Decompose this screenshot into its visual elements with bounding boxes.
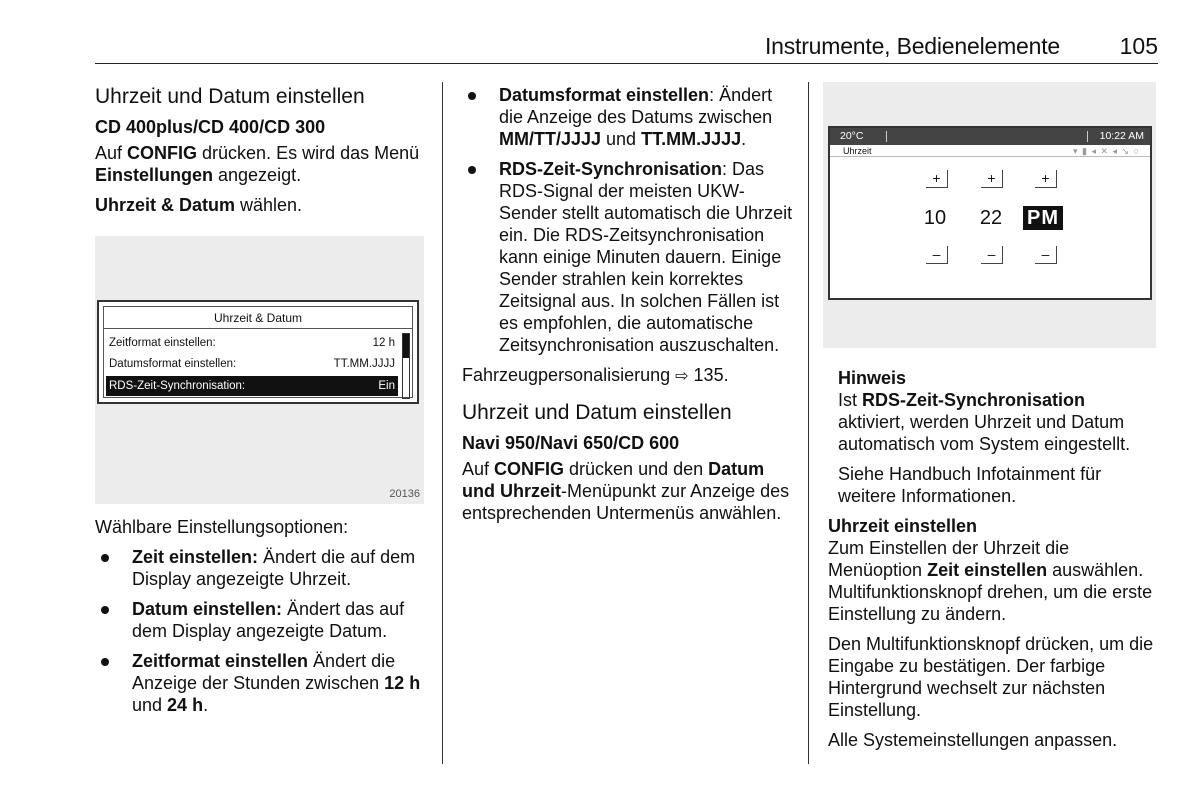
column-3-note [838,367,1156,515]
list-item: RDS-Zeit-Synchronisation: Das RDS-Signal der meisten UKW-Sender stellt automatisch die Uhrzeit ein. Die RDS-Zeitsynchronisation kann einige Minuten dauern. Einige Sender strahlen kein korrektes Zeitsignal aus. In solchen Fällen ist es empfohlen, die automatische Zeitsynchronisation auszuschalten. [462,158,794,356]
paragraph: Zum Einstellen der Uhrzeit die Menüoption Zeit einstellen auswählen. Multifunktionsknopf drehen, um die erste Einstellung zu ändern. [828,538,1153,624]
screen-label: Uhrzeit [843,146,872,156]
minute-minus-icon: – [981,246,1003,264]
section-title: Uhrzeit und Datum einstellen [95,85,365,108]
hour-value: 10 [923,207,947,229]
note-paragraph: Siehe Handbuch Infotainment für weitere Informationen. [838,464,1102,506]
figure-time-date-menu [95,236,424,504]
subsection-title: Navi 950/Navi 650/CD 600 [462,433,680,453]
note-title: Hinweis [838,368,907,388]
paragraph: Wählbare Einstellungsoptionen: [95,517,349,537]
temperature-readout: 20°C [840,130,864,142]
page-number: 105 [1119,33,1158,59]
minute-plus-icon: + [981,170,1003,188]
paragraph: Den Multifunktionsknopf drücken, um die Eingabe zu bestätigen. Der farbige Hintergrund wechselt zur nächsten Einstellung. [828,634,1154,720]
status-icons: ▾ ▮ ◂ ✕ ◂ ↘ ○ [1072,146,1140,156]
ampm-value: PM [1023,206,1063,230]
list-item: Datum einstellen: Ändert das auf dem Display angezeigte Datum. [95,598,430,642]
column-separator [808,82,809,764]
bullet-icon [101,554,109,562]
list-item: Zeit einstellen: Ändert die auf dem Display angezeigte Uhrzeit. [95,546,430,590]
menu-row-rds-sync: RDS-Zeit-Synchronisation: Ein [106,376,398,396]
display-screen [828,126,1152,300]
column-2 [462,84,794,532]
subsection-title: CD 400plus/CD 400/CD 300 [95,117,326,137]
section-title: Uhrzeit und Datum einstellen [462,401,732,424]
hour-minus-icon: – [926,246,948,264]
menu-title: Uhrzeit & Datum [104,307,412,329]
list-item: Zeitformat einstellen Ändert die Anzeige der Stunden zwischen 12 h und 24 h. [95,650,430,716]
status-bar [830,128,1150,145]
running-header: Instrumente, Bedienelemente [764,33,1060,59]
arrow-icon: ⇨ [675,368,689,385]
header-rule [95,63,1158,64]
bullet-icon [101,658,109,666]
paragraph: Auf CONFIG drücken. Es wird das Menü Einstellungen angezeigt. [95,143,420,185]
ampm-plus-icon: + [1035,170,1057,188]
paragraph: Auf CONFIG drücken und den Datum und Uhrzeit-Menüpunkt zur Anzeige des entsprechenden Untermenüs anwählen. [462,459,790,523]
ampm-minus-icon: – [1035,246,1057,264]
column-1-lower [95,516,430,724]
options-list-continued [462,84,794,356]
figure-time-setting-screen [823,82,1156,348]
bullet-icon [101,606,109,614]
scrollbar-thumb [403,334,409,358]
list-item: Datumsformat einstellen: Ändert die Anzeige des Datums zwischen MM/TT/JJJJ und TT.MM.JJJJ. [462,84,794,150]
clock-readout: 10:22 AM [1099,130,1144,142]
display-screen [97,300,419,404]
bullet-icon [468,166,476,174]
paragraph: Uhrzeit & Datum wählen. [95,195,303,215]
menu-row-date-format: Datumsformat einstellen: TT.MM.JJJJ [109,358,395,370]
menu-row-time-format: Zeitformat einstellen: 12 h [109,337,395,349]
minute-value: 22 [979,207,1003,229]
column-separator [442,82,443,764]
bullet-icon [468,92,476,100]
subsection-title: Uhrzeit einstellen [828,516,978,536]
scrollbar [402,333,410,399]
cross-reference[interactable]: Fahrzeugpersonalisierung ⇨ 135. [462,365,729,385]
note-paragraph: Ist RDS-Zeit-Synchronisation aktiviert, werden Uhrzeit und Datum automatisch vom System eingestellt. [838,390,1131,454]
hour-plus-icon: + [926,170,948,188]
screen-subheader [830,145,1150,157]
options-list [95,546,430,716]
figure-number: 20136 [389,488,420,500]
column-3 [828,515,1156,759]
column-1 [95,84,430,224]
paragraph: Alle Systemeinstellungen anpassen. [828,730,1118,750]
